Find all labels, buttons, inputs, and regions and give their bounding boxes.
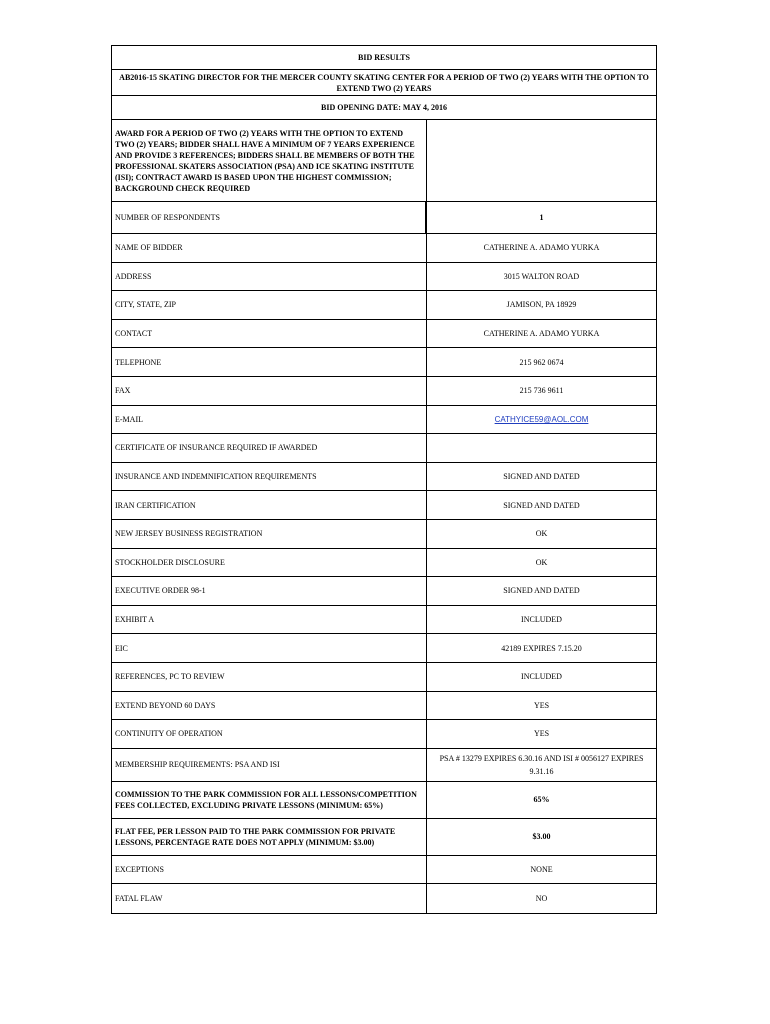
row-value: SIGNED AND DATED — [503, 500, 580, 510]
row-value: SIGNED AND DATED — [503, 472, 580, 482]
row-value: 65% — [533, 795, 550, 805]
row-label: MEMBERSHIP REQUIREMENTS: PSA AND ISI — [112, 749, 427, 781]
row-value: PSA # 13279 EXPIRES 6.30.16 AND ISI # 0056127 EXPIRES 9.31.16 — [439, 753, 644, 776]
table-title: BID RESULTS — [112, 46, 656, 70]
row-label: ADDRESS — [112, 263, 427, 291]
bid-results-table — [111, 45, 657, 914]
award-row — [112, 120, 656, 202]
email-link[interactable]: CATHYICE59@AOL.COM — [494, 414, 589, 424]
row-value: JAMISON, PA 18929 — [506, 300, 577, 310]
table-row — [112, 634, 656, 663]
row-label: EXHIBIT A — [112, 606, 427, 634]
table-row — [112, 234, 656, 263]
table-row — [112, 263, 656, 292]
row-value: $3.00 — [532, 832, 551, 842]
table-row — [112, 884, 656, 913]
row-label: FAX — [112, 377, 427, 405]
row-value: SIGNED AND DATED — [503, 586, 580, 596]
table-row — [112, 856, 656, 885]
row-value: CATHERINE A. ADAMO YURKA — [483, 243, 600, 253]
table-row — [112, 491, 656, 520]
table-row — [112, 782, 656, 819]
row-label: E-MAIL — [112, 406, 427, 434]
table-row — [112, 377, 656, 406]
table-row — [112, 463, 656, 492]
row-value: OK — [535, 529, 548, 539]
row-value: NONE — [530, 864, 553, 874]
table-row — [112, 291, 656, 320]
row-label: STOCKHOLDER DISCLOSURE — [112, 549, 427, 577]
row-value: 215 736 9611 — [519, 386, 564, 396]
row-label: NUMBER OF RESPONDENTS — [112, 202, 427, 233]
row-value: CATHERINE A. ADAMO YURKA — [483, 329, 600, 339]
row-label: CONTINUITY OF OPERATION — [112, 720, 427, 748]
row-value: 215 962 0674 — [519, 357, 564, 367]
row-label: NEW JERSEY BUSINESS REGISTRATION — [112, 520, 427, 548]
table-row — [112, 692, 656, 721]
row-label: EIC — [112, 634, 427, 662]
table-row — [112, 320, 656, 349]
award-value — [427, 120, 656, 201]
row-label: REFERENCES, PC TO REVIEW — [112, 663, 427, 691]
row-value: INCLUDED — [521, 615, 562, 625]
row-value: 3015 WALTON ROAD — [503, 271, 580, 281]
table-row — [112, 434, 656, 463]
row-label: CERTIFICATE OF INSURANCE REQUIRED IF AWARDED — [112, 434, 427, 462]
row-label: INSURANCE AND INDEMNIFICATION REQUIREMENTS — [112, 463, 427, 491]
table-row — [112, 202, 656, 234]
table-row — [112, 348, 656, 377]
table-row — [112, 606, 656, 635]
row-label: CONTACT — [112, 320, 427, 348]
row-value: YES — [533, 729, 550, 739]
row-value: YES — [533, 700, 550, 710]
table-row — [112, 663, 656, 692]
row-label: COMMISSION TO THE PARK COMMISSION FOR ALL LESSONS/COMPETITION FEES COLLECTED, EXCLUDING PRIVATE LESSONS (MINIMUM: 65%) — [112, 782, 427, 818]
table-row — [112, 819, 656, 856]
table-row — [112, 520, 656, 549]
row-value: OK — [535, 557, 548, 567]
table-row — [112, 749, 656, 782]
table-row — [112, 577, 656, 606]
bid-opening-date: BID OPENING DATE: MAY 4, 2016 — [112, 96, 656, 120]
row-value: NO — [535, 894, 548, 904]
row-label: EXCEPTIONS — [112, 856, 427, 884]
row-label: EXTEND BEYOND 60 DAYS — [112, 692, 427, 720]
email-cell — [427, 406, 656, 434]
table-row — [112, 406, 656, 435]
row-label: NAME OF BIDDER — [112, 234, 427, 262]
bid-subject: AB2016-15 SKATING DIRECTOR FOR THE MERCER COUNTY SKATING CENTER FOR A PERIOD OF TWO (2) YEARS WITH THE OPTION TO EXTEND TWO (2) YEARS — [112, 70, 656, 96]
row-label: EXECUTIVE ORDER 98-1 — [112, 577, 427, 605]
row-value: 1 — [539, 213, 544, 222]
row-value: 42189 EXPIRES 7.15.20 — [501, 643, 582, 653]
row-label: FLAT FEE, PER LESSON PAID TO THE PARK COMMISSION FOR PRIVATE LESSONS, PERCENTAGE RATE DOES NOT APPLY (MINIMUM: $3.00) — [112, 819, 427, 855]
table-row — [112, 549, 656, 578]
row-value — [427, 434, 656, 462]
row-label: CITY, STATE, ZIP — [112, 291, 427, 319]
award-terms: AWARD FOR A PERIOD OF TWO (2) YEARS WITH THE OPTION TO EXTEND TWO (2) YEARS; BIDDER SHALL HAVE A MINIMUM OF 7 YEARS EXPERIENCE AND PROVIDE 3 REFERENCES; BIDDERS SHALL BE MEMBERS OF BOTH THE PROFESSIONAL SKATERS ASSOCIATION (PSA) AND ICE SKATING INSTITUTE (ISI); CONTRACT AWARD IS BASED UPON THE HIGHEST COMMISSION; BACKGROUND CHECK REQUIRED — [112, 120, 427, 201]
table-row — [112, 720, 656, 749]
row-label: TELEPHONE — [112, 348, 427, 376]
row-value: INCLUDED — [521, 672, 562, 682]
row-label: FATAL FLAW — [112, 884, 427, 913]
row-label: IRAN CERTIFICATION — [112, 491, 427, 519]
